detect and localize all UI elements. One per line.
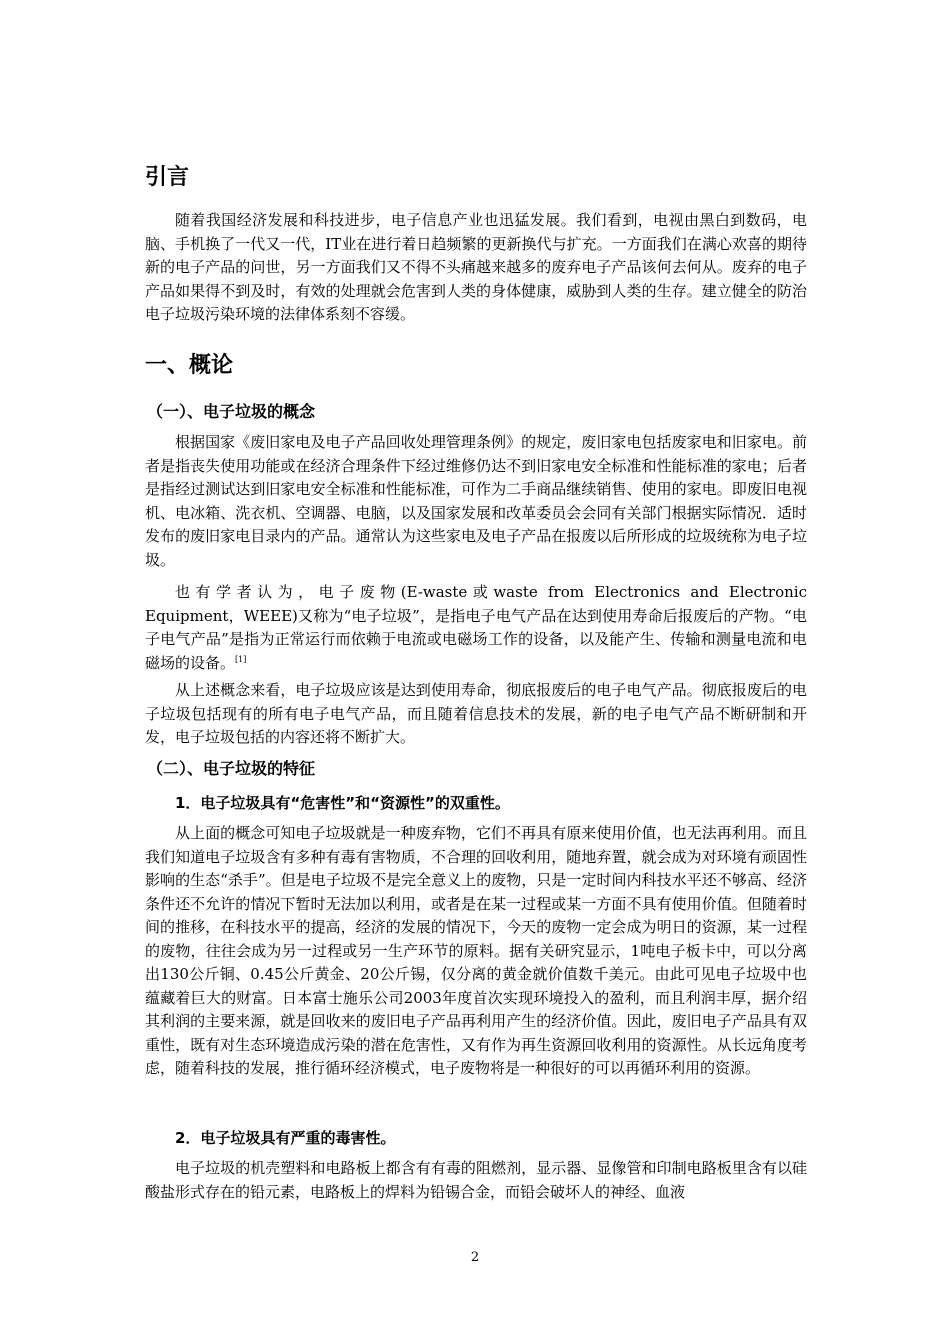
feature-1-paragraph: 从上面的概念可知电子垃圾就是一种废弃物，它们不再具有原来使用价值，也无法再利用。而且我们知道电子垃圾含有多种有毒有害物质，不合理的回收利用，随地弃置，就会成为对环境有顽固性影响的生态“杀手”。但是电子垃圾不是完全意义上的废物，只是一定时间内科技水平还不够高、经济条件还不允许的情况下暂时无法加以利用，或者是在某一过程或某一方面不具有使用价值。但随着时间的推移，在科技水平的提高，经济的发展的情况下，今天的废物一定会成为明日的资源，某一过程的废物，往往会成为另一过程或另一生产环节的原料。据有关研究显示，1吨电子板卡中，可以分离出130公斤铜、0.45公斤黄金、20公斤锡，仅分离的黄金就价值数千美元。由此可见电子垃圾中也蕴藏着巨大的财富。日本富士施乐公司2003年度首次实现环境投入的盈利，而且利润丰厚，据介绍其利润的主要来源，就是回收来的废旧电子产品再利用产生的经济价值。因此，废旧电子产品具有双重性，既有对生态环境造成污染的潜在危害性，又有作为再生资源回收利用的资源性。从长远角度考虑，随着科技的发展，推行循环经济模式，电子废物将是一种很好的可以再循环利用的资源。 — [145, 824, 807, 1077]
intro-heading: 引言 — [145, 165, 190, 190]
concept-paragraph-3: 从上述概念来看，电子垃圾应该是达到使用寿命，彻底报废后的电子电气产品。彻底报废后的电子垃圾包括现有的所有电子电气产品，而且随着信息技术的发展，新的电子电气产品不断研制和开发，电子垃圾包括的内容还将不断扩大。 — [145, 681, 807, 746]
citation-ref: [1] — [235, 654, 247, 664]
feature-2-heading: 2．电子垃圾具有严重的毒害性。 — [175, 1129, 396, 1147]
intro-paragraph: 随着我国经济发展和科技进步，电子信息产业也迅猛发展。我们看到，电视由黑白到数码，电脑、手机换了一代又一代，IT业在进行着日趋频繁的更新换代与扩充。一方面我们在满心欢喜的期待新的电子产品的问世，另一方面我们又不得不头痛越来越多的废弃电子产品该何去何从。废弃的电子产品如果得不到及时，有效的处理就会危害到人类的身体健康，威胁到人类的生存。建立健全的防治电子垃圾污染环境的法律体系刻不容缓。 — [145, 211, 807, 323]
feature-2-paragraph: 电子垃圾的机壳塑料和电路板上都含有有毒的阻燃剂，显示器、显像管和印制电路板里含有以硅酸盐形式存在的铅元素，电路板上的焊料为铅锡合金，而铅会破坏人的神经、血液 — [145, 1159, 807, 1201]
section-1-heading: 一、概论 — [145, 353, 234, 378]
subsection-2-heading: （二）、电子垃圾的特征 — [147, 759, 316, 778]
feature-1-heading: 1．电子垃圾具有“危害性”和“资源性”的双重性。 — [175, 794, 510, 812]
concept-paragraph-2 — [145, 581, 807, 675]
page-number: 2 — [470, 1250, 480, 1265]
concept-paragraph-1: 根据国家《废旧家电及电子产品回收处理管理条例》的规定，废旧家电包括废家电和旧家电。前者是指丧失使用功能或在经济合理条件下经过维修仍达不到旧家电安全标准和性能标准的家电；后者是指经过测试达到旧家电安全标准和性能标准，可作为二手商品继续销售、使用的家电。即废旧电视机、电冰箱、洗衣机、空调器、电脑，以及国家发展和改革委员会会同有关部门根据实际情况．适时发布的废旧家电目录内的产品。通常认为这些家电及电子产品在报废以后所形成的垃圾统称为电子垃圾。 — [145, 433, 807, 569]
concept-paragraph-2-text: 也有学者认为，电子废物(E-waste或waste from Electronics and Electronic Equipment，WEEE)又称为“电子垃圾”，是指电子电气产品在达到使用寿命后报废后的产物。“电子电气产品”是指为正常运行而依赖于电流或电磁场工作的设备，以及能产生、传输和测量电流和电磁场的设备。 — [145, 583, 807, 672]
subsection-1-heading: （一）、电子垃圾的概念 — [147, 402, 316, 421]
